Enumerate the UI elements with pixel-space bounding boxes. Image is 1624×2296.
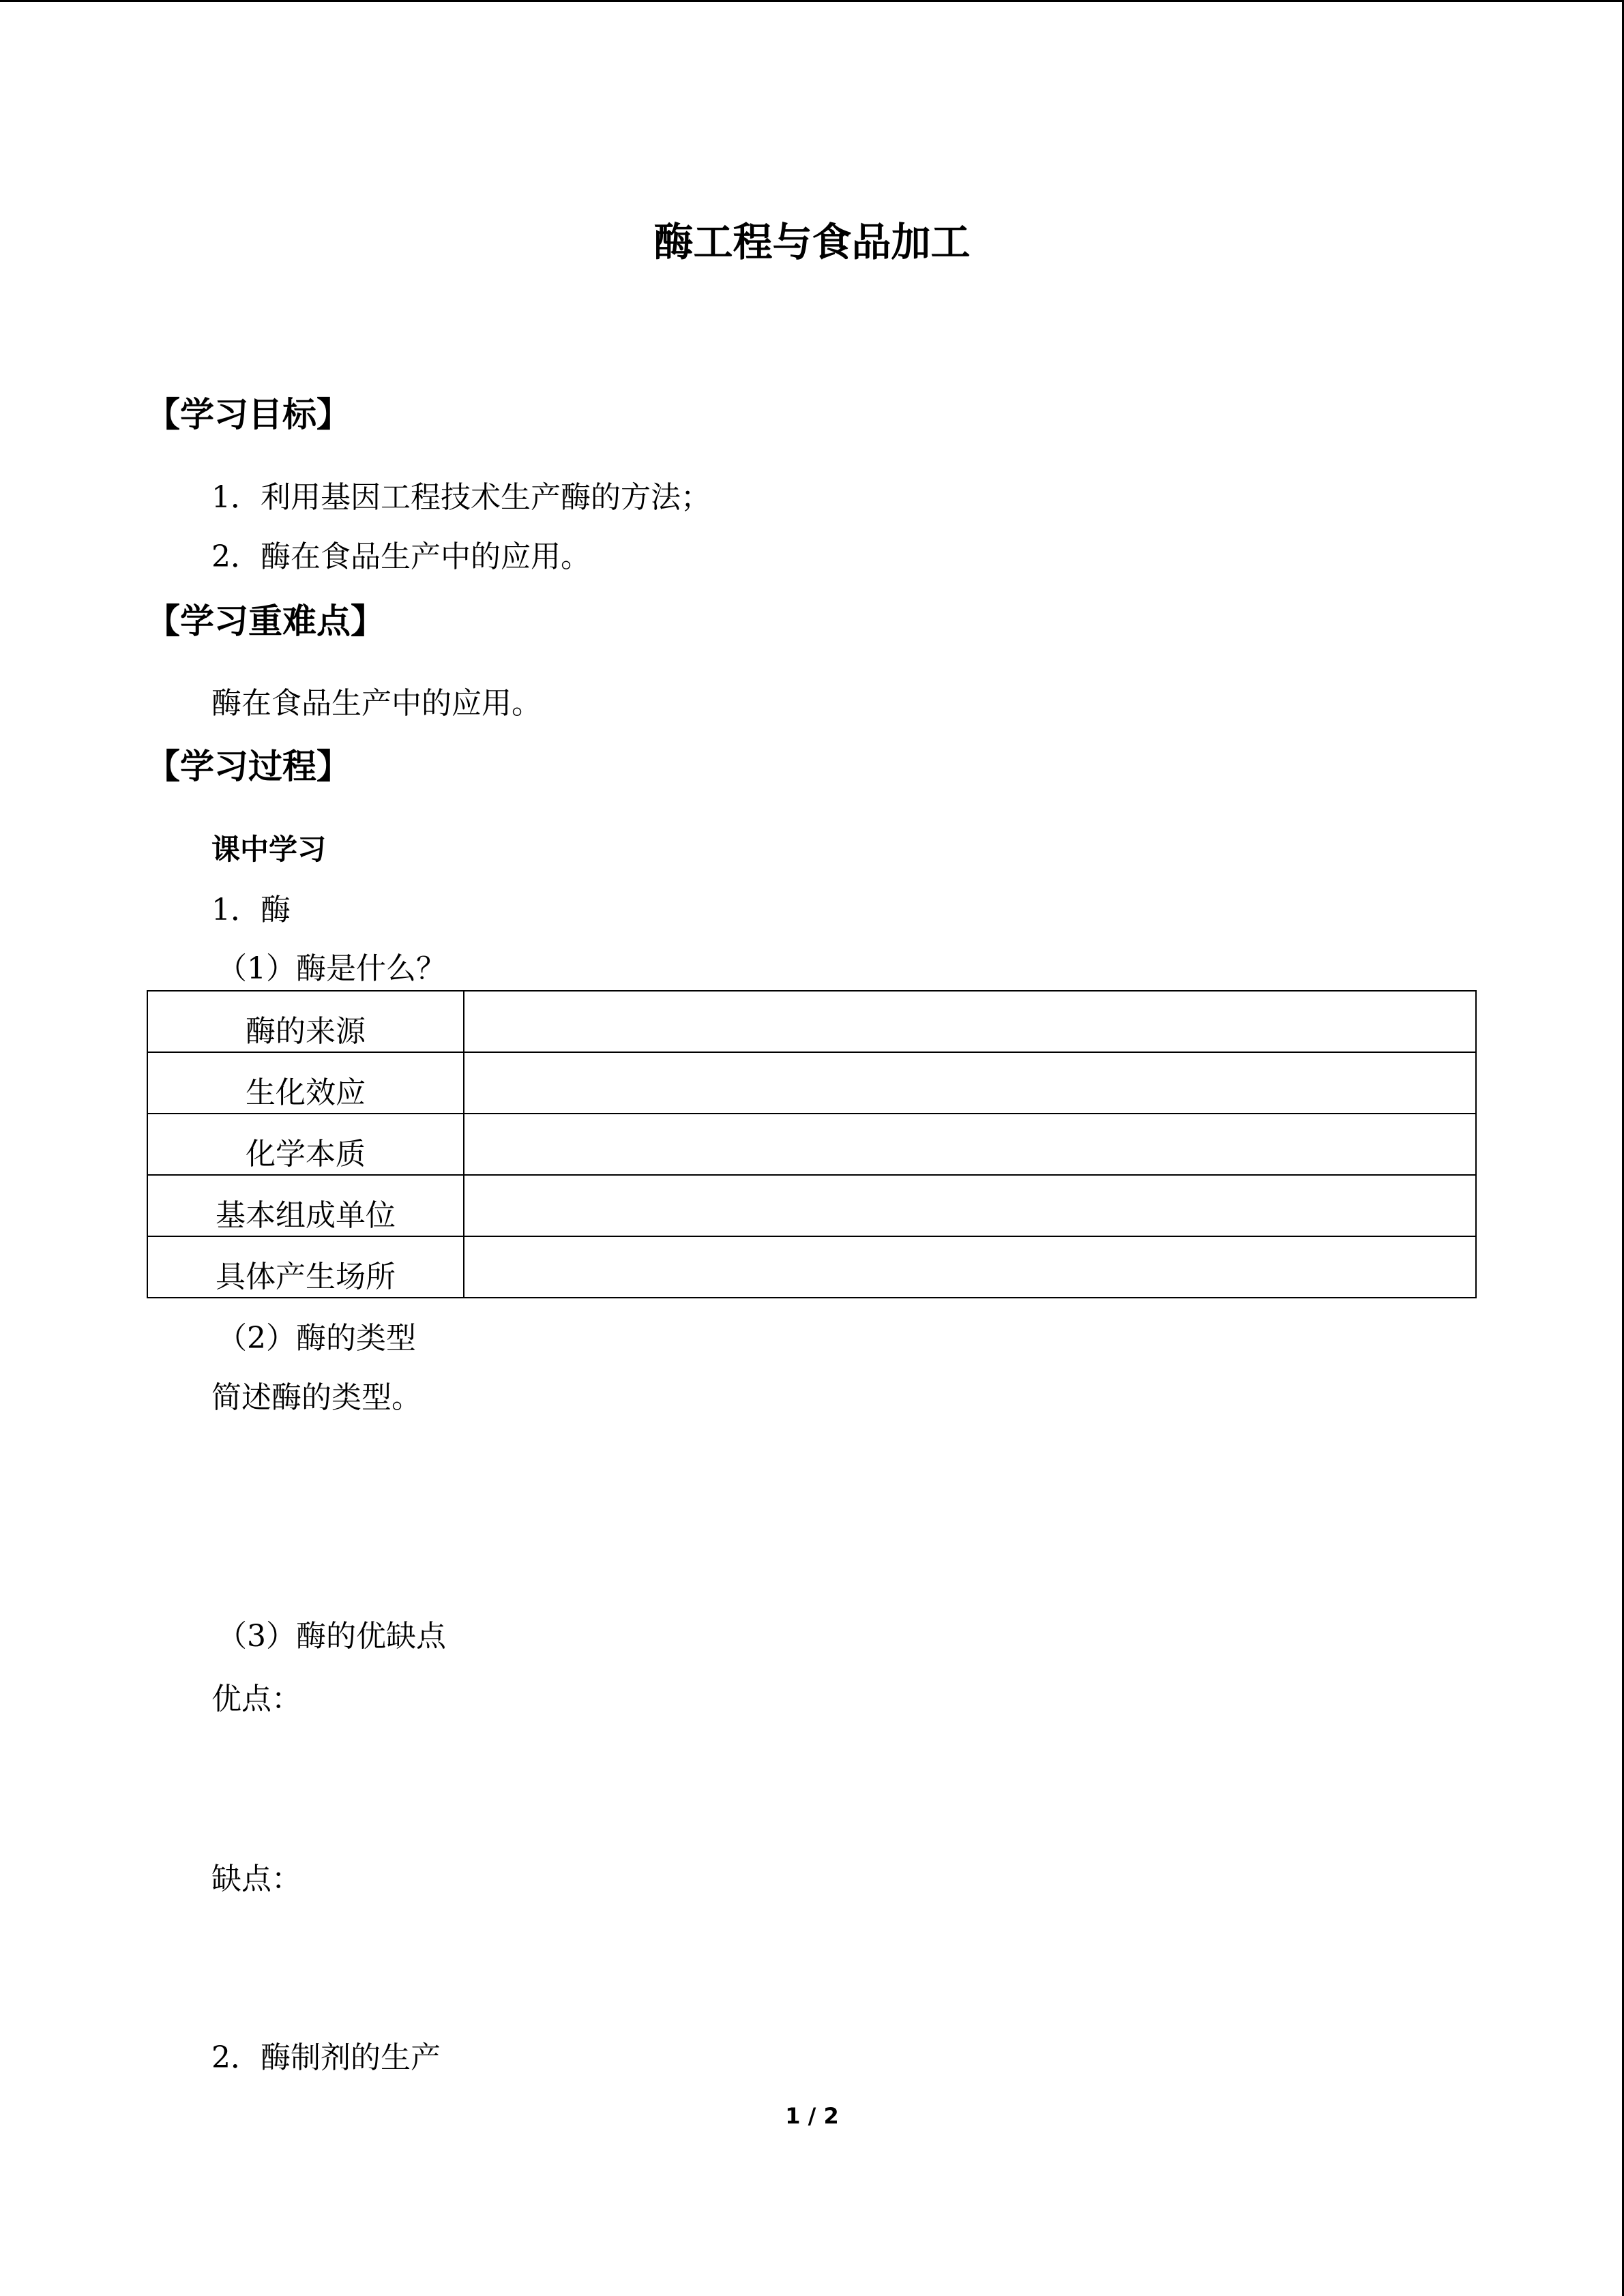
disadvantages-label: 缺点： xyxy=(211,1862,301,1896)
question-2-prompt: 简述酶的类型。 xyxy=(211,1380,422,1415)
table-row-answer-cell[interactable] xyxy=(464,1236,1476,1298)
process-heading: 【学习过程】 xyxy=(146,747,351,786)
table-row-label: 基本组成单位 xyxy=(147,1175,464,1236)
objective-item-2: 2．酶在食品生产中的应用。 xyxy=(211,539,591,574)
table-row-answer-cell[interactable] xyxy=(464,1114,1476,1175)
table-row xyxy=(147,1114,1476,1175)
objectives-heading: 【学习目标】 xyxy=(146,395,351,434)
table-row xyxy=(147,991,1476,1052)
objective-item-1: 1．利用基因工程技术生产酶的方法； xyxy=(211,480,711,515)
advantages-label: 优点： xyxy=(211,1682,301,1716)
enzyme-info-table xyxy=(147,990,1477,1298)
question-2: （2）酶的类型 xyxy=(217,1321,416,1356)
process-subheading: 课中学习 xyxy=(211,833,327,866)
question-3: （3）酶的优缺点 xyxy=(217,1619,446,1654)
table-row-answer-cell[interactable] xyxy=(464,1175,1476,1236)
table-row xyxy=(147,1052,1476,1114)
process-item-1: 1．酶 xyxy=(211,893,291,927)
table-row-label: 生化效应 xyxy=(147,1052,464,1114)
question-1: （1）酶是什么？ xyxy=(217,951,446,986)
table-row-label: 具体产生场所 xyxy=(147,1236,464,1298)
document-title: 酶工程与食品加工 xyxy=(653,219,971,265)
table-row-label: 酶的来源 xyxy=(147,991,464,1052)
table-row xyxy=(147,1236,1476,1298)
table-row-answer-cell[interactable] xyxy=(464,991,1476,1052)
key-points-heading: 【学习重难点】 xyxy=(146,601,385,641)
page-number: 1 / 2 xyxy=(785,2103,839,2129)
key-points-text: 酶在食品生产中的应用。 xyxy=(211,686,542,721)
table-row-label: 化学本质 xyxy=(147,1114,464,1175)
table-row xyxy=(147,1175,1476,1236)
table-row-answer-cell[interactable] xyxy=(464,1052,1476,1114)
process-item-2: 2．酶制剂的生产 xyxy=(211,2040,441,2075)
